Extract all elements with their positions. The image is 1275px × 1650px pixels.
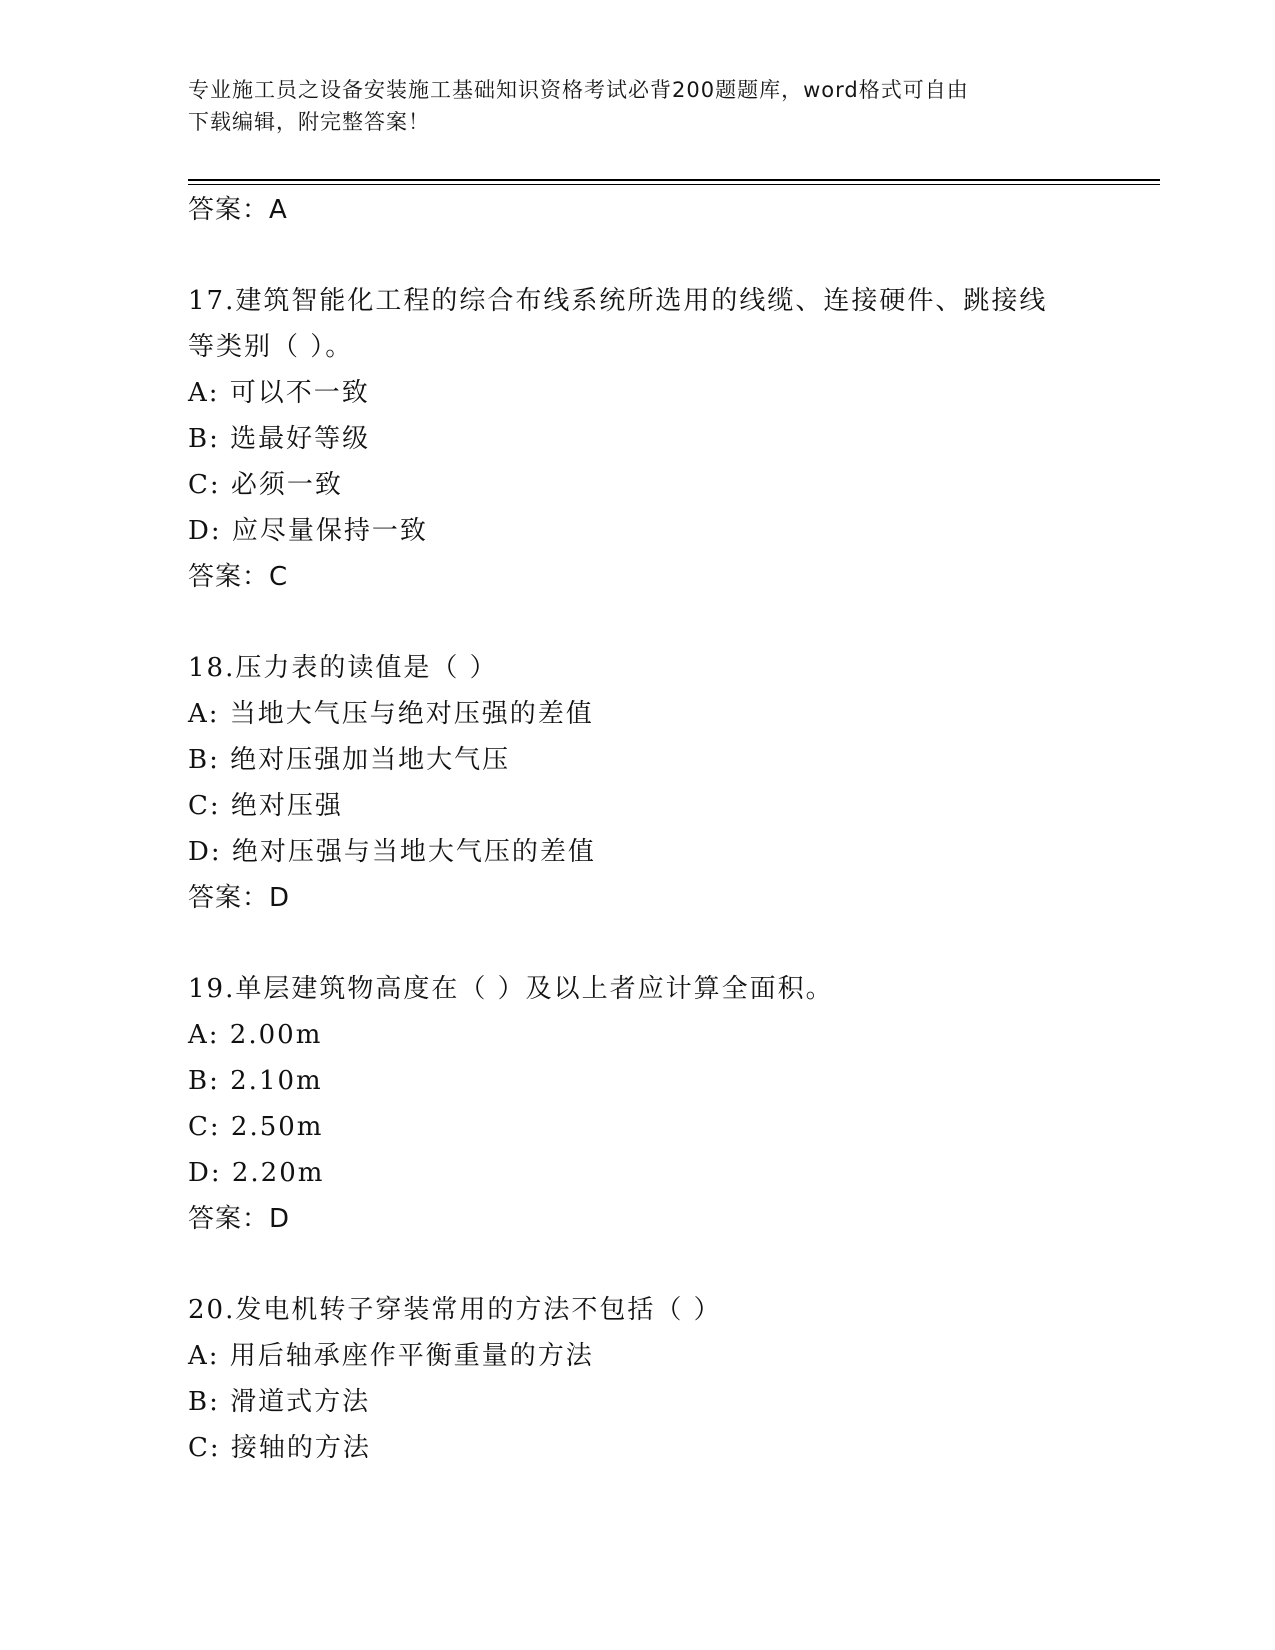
option-d: D: 绝对压强与当地大气压的差值 bbox=[188, 837, 596, 867]
header-rule-thin bbox=[188, 184, 1160, 185]
answer: 答案：D bbox=[188, 1204, 291, 1234]
option-d: D: 2.20m bbox=[188, 1158, 325, 1188]
answer: 答案：D bbox=[188, 883, 291, 913]
option-c: C: 2.50m bbox=[188, 1112, 324, 1142]
question-stem: 17.建筑智能化工程的综合布线系统所选用的线缆、连接硬件、跳接线 bbox=[188, 286, 1048, 316]
question-stem: 19.单层建筑物高度在（ ）及以上者应计算全面积。 bbox=[188, 974, 834, 1004]
header-line-2: 下载编辑，附完整答案！ bbox=[188, 110, 430, 134]
option-a: A: 用后轴承座作平衡重量的方法 bbox=[188, 1341, 594, 1371]
option-c: C: 绝对压强 bbox=[188, 791, 343, 821]
option-b: B: 滑道式方法 bbox=[188, 1387, 371, 1417]
option-b: B: 2.10m bbox=[188, 1066, 323, 1096]
question-17 bbox=[188, 278, 1088, 600]
answer: 答案：C bbox=[188, 562, 289, 592]
question-list bbox=[188, 187, 1088, 1471]
question-stem: 18.压力表的读值是（ ） bbox=[188, 653, 498, 683]
question-20 bbox=[188, 1287, 1088, 1471]
option-d: D: 应尽量保持一致 bbox=[188, 516, 428, 546]
option-c: C: 接轴的方法 bbox=[188, 1433, 371, 1463]
question-18 bbox=[188, 645, 1088, 921]
question-stem: 等类别（ ）。 bbox=[188, 332, 354, 362]
option-b: B: 选最好等级 bbox=[188, 424, 371, 454]
option-c: C: 必须一致 bbox=[188, 470, 343, 500]
option-a: A: 当地大气压与绝对压强的差值 bbox=[188, 699, 594, 729]
header-rule-thick bbox=[188, 179, 1160, 181]
previous-answer: 答案：A bbox=[188, 195, 288, 225]
question-19 bbox=[188, 966, 1088, 1242]
question-stem: 20.发电机转子穿装常用的方法不包括（ ） bbox=[188, 1295, 722, 1325]
document-header bbox=[188, 74, 1088, 138]
option-a: A: 2.00m bbox=[188, 1020, 323, 1050]
header-line-1: 专业施工员之设备安装施工基础知识资格考试必背200题题库，word格式可自由 bbox=[188, 78, 969, 102]
option-a: A: 可以不一致 bbox=[188, 378, 370, 408]
option-b: B: 绝对压强加当地大气压 bbox=[188, 745, 511, 775]
